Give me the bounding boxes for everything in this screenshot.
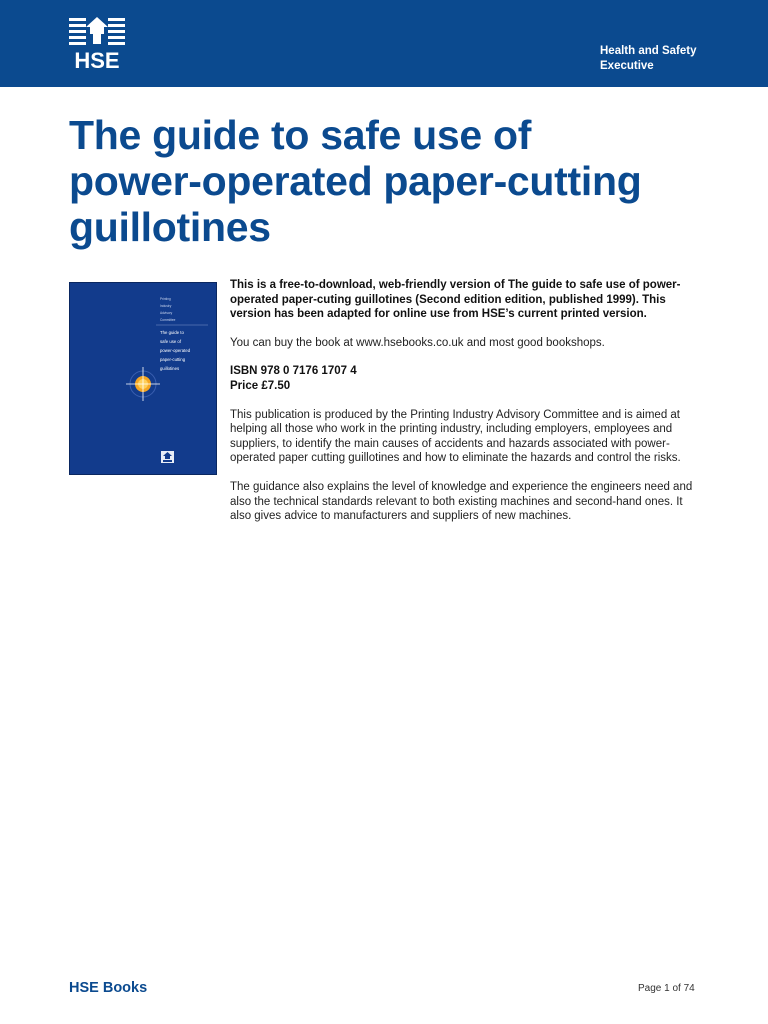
lead-paragraph: This is a free-to-download, web-friendly version of The guide to safe use of power-operated paper-cuting guillotines (Second edition edition, published 1999). This version has been adapted for online use from HSE’s current printed version. <box>230 279 681 321</box>
svg-text:HSE: HSE <box>74 48 120 70</box>
cover-title-line: safe use of <box>160 339 182 344</box>
description-paragraph: This publication is produced by the Printing Industry Advisory Committee and is aimed at helping all those who work in the printing industry, including employers, employees and suppliers, to identify the main causes of accidents and hazards associated with power-operated paper cutting guillotines and how to eliminate the hazards and control the risks. <box>230 408 681 465</box>
isbn-price <box>230 364 695 393</box>
cover-org-line: Advisory <box>160 311 173 315</box>
title-line-1: The guide to safe use of <box>69 112 532 158</box>
cover-title-line: power-operated <box>160 348 191 353</box>
document-title <box>69 112 709 250</box>
hse-logo <box>68 16 126 70</box>
target-icon <box>126 367 160 401</box>
footer-brand: HSE Books <box>69 980 148 996</box>
cover-org-line: Printing <box>160 297 171 301</box>
title-line-2: power-operated paper-cutting <box>69 158 642 204</box>
guidance-paragraph: The guidance also explains the level of knowledge and experience the engineers need and also the technical standards relevant to both existing machines and second-hand ones. It also gives advice to manufacturers and suppliers of new machines. <box>230 480 693 523</box>
page-number: Page 1 of 74 <box>638 983 695 994</box>
cover-org-line: Industry <box>160 304 172 308</box>
title-line-3: guillotines <box>69 204 271 250</box>
price-line: Price £7.50 <box>230 379 291 392</box>
cover-title-line: paper-cutting <box>160 357 186 362</box>
cover-illustration <box>70 283 216 474</box>
org-name-line1: Health and Safety <box>600 45 697 57</box>
cover-title-line: guillotines <box>160 366 180 371</box>
cover-hse-logo-icon <box>161 451 174 463</box>
cover-org-line: Committee <box>160 318 176 322</box>
cover-title-line: The guide to <box>160 330 184 335</box>
buy-paragraph: You can buy the book at www.hsebooks.co.uk and most good bookshops. <box>230 336 605 349</box>
header-bar <box>0 0 768 87</box>
org-name <box>600 44 697 74</box>
isbn-line: ISBN 978 0 7176 1707 4 <box>230 365 357 378</box>
body-text <box>230 278 695 538</box>
cover-image <box>69 282 217 475</box>
org-name-line2: Executive <box>600 60 654 72</box>
